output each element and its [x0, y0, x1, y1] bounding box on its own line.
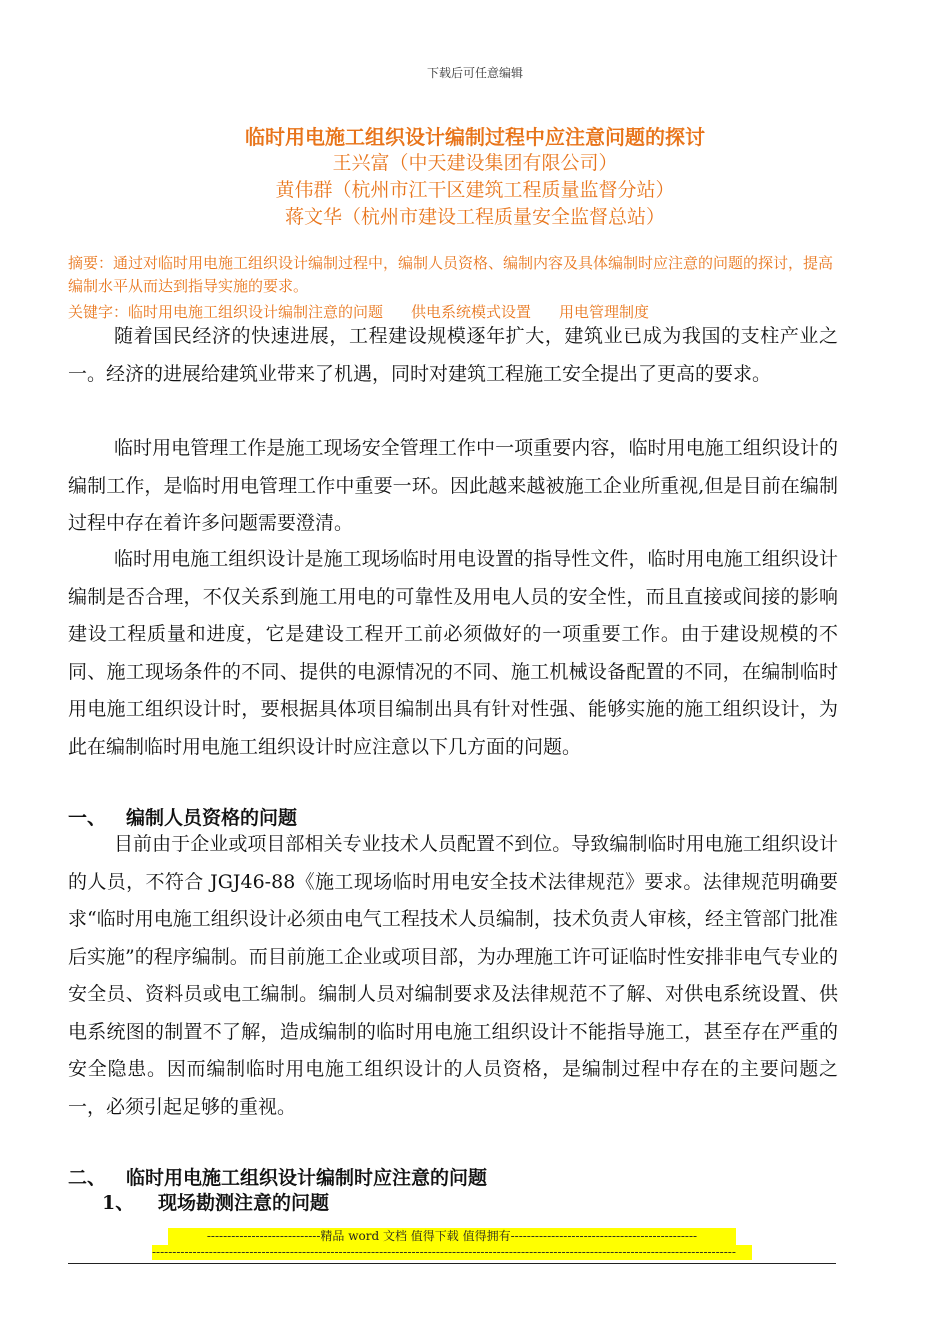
- section-1-number: 一、: [68, 807, 107, 829]
- section-2-title: 临时用电施工组织设计编制时应注意的问题: [126, 1167, 488, 1189]
- paragraph-intro: 随着国民经济的快速进展，工程建设规模逐年扩大，建筑业已成为我国的支柱产业之一。经济的进展给建筑业带来了机遇，同时对建筑工程施工安全提出了更高的要求。: [68, 325, 838, 385]
- paragraph-design-importance: 临时用电施工组织设计是施工现场临时用电设置的指导性文件，临时用电施工组织设计编制是否合理，不仅关系到施工用电的可靠性及用电人员的安全性，而且直接或间接的影响建设工程质量和进度，它是建设工程开工前必须做好的一项重要工作。由于建设规模的不同、施工现场条件的不同、提供的电源情况的不同、施工机械设备配置的不同，在编制临时用电施工组织设计时，要根据具体项目编制出具有针对性强、能够实施的施工组织设计，为此在编制临时用电施工组织设计时应注意以下几方面的问题。: [68, 548, 838, 758]
- footer-dash-line: ------------------------------------------------------------------------------------------------------------------------------------------------: [152, 1245, 752, 1260]
- author-line-2: 黄伟群（杭州市江干区建筑工程质量监督分站）: [275, 179, 675, 201]
- title-block: [0, 124, 950, 231]
- subsection-1-number: 1、: [102, 1192, 135, 1214]
- footer-rule: [68, 1263, 836, 1264]
- abstract: 摘要：通过对临时用电施工组织设计编制过程中，编制人员资格、编制内容及具体编制时应注意的问题的探讨，提高编制水平从而达到指导实施的要求。: [68, 254, 834, 295]
- section-1-title: 编制人员资格的问题: [126, 807, 298, 829]
- author-line-1: 王兴富（中天建设集团有限公司）: [332, 152, 618, 174]
- section-2-number: 二、: [68, 1167, 107, 1189]
- paragraph-management: 临时用电管理工作是施工现场安全管理工作中一项重要内容，临时用电施工组织设计的编制工作，是临时用电管理工作中重要一环。因此越来越被施工企业所重视,但是目前在编制过程中存在着许多问题需要澄清。: [68, 437, 838, 534]
- keyword-3: 用电管理制度: [559, 303, 650, 321]
- keywords-label: 关键字：: [68, 303, 129, 321]
- keyword-1: 临时用电施工组织设计编制注意的问题: [128, 303, 384, 321]
- section-1-body: 目前由于企业或项目部相关专业技术人员配置不到位。导致编制临时用电施工组织设计的人员，不符合 JGJ46-88《施工现场临时用电安全技术法律规范》要求。法律规范明确要求“临时用电施工组织设计必须由电气工程技术人员编制，技术负责人审核，经主管部门批准后实施”的程序编制。而目前施工企业或项目部，为办理施工许可证临时性安排非电气专业的安全员、资料员或电工编制。编制人员对编制要求及法律规范不了解、对供电系统设置、供电系统图的制置不了解，造成编制的临时用电施工组织设计不能指导施工，甚至存在严重的安全隐患。因而编制临时用电施工组织设计的人员资格，是编制过程中存在的主要问题之一，必须引起足够的重视。: [68, 833, 838, 1118]
- document-title: 临时用电施工组织设计编制过程中应注意问题的探讨: [245, 125, 705, 149]
- subsection-1-title: 现场勘测注意的问题: [158, 1192, 330, 1214]
- section-2-heading: [68, 1165, 848, 1191]
- keyword-2: 供电系统模式设置: [411, 303, 532, 321]
- header-note: 下载后可任意编辑: [426, 66, 523, 80]
- footer-banner: ----------------------------精品 word 文档 值得下载 值得拥有----------------------------------------------: [168, 1228, 736, 1245]
- subsection-1-heading: [102, 1190, 329, 1216]
- author-line-3: 蒋文华（杭州市建设工程质量安全监督总站）: [284, 206, 665, 228]
